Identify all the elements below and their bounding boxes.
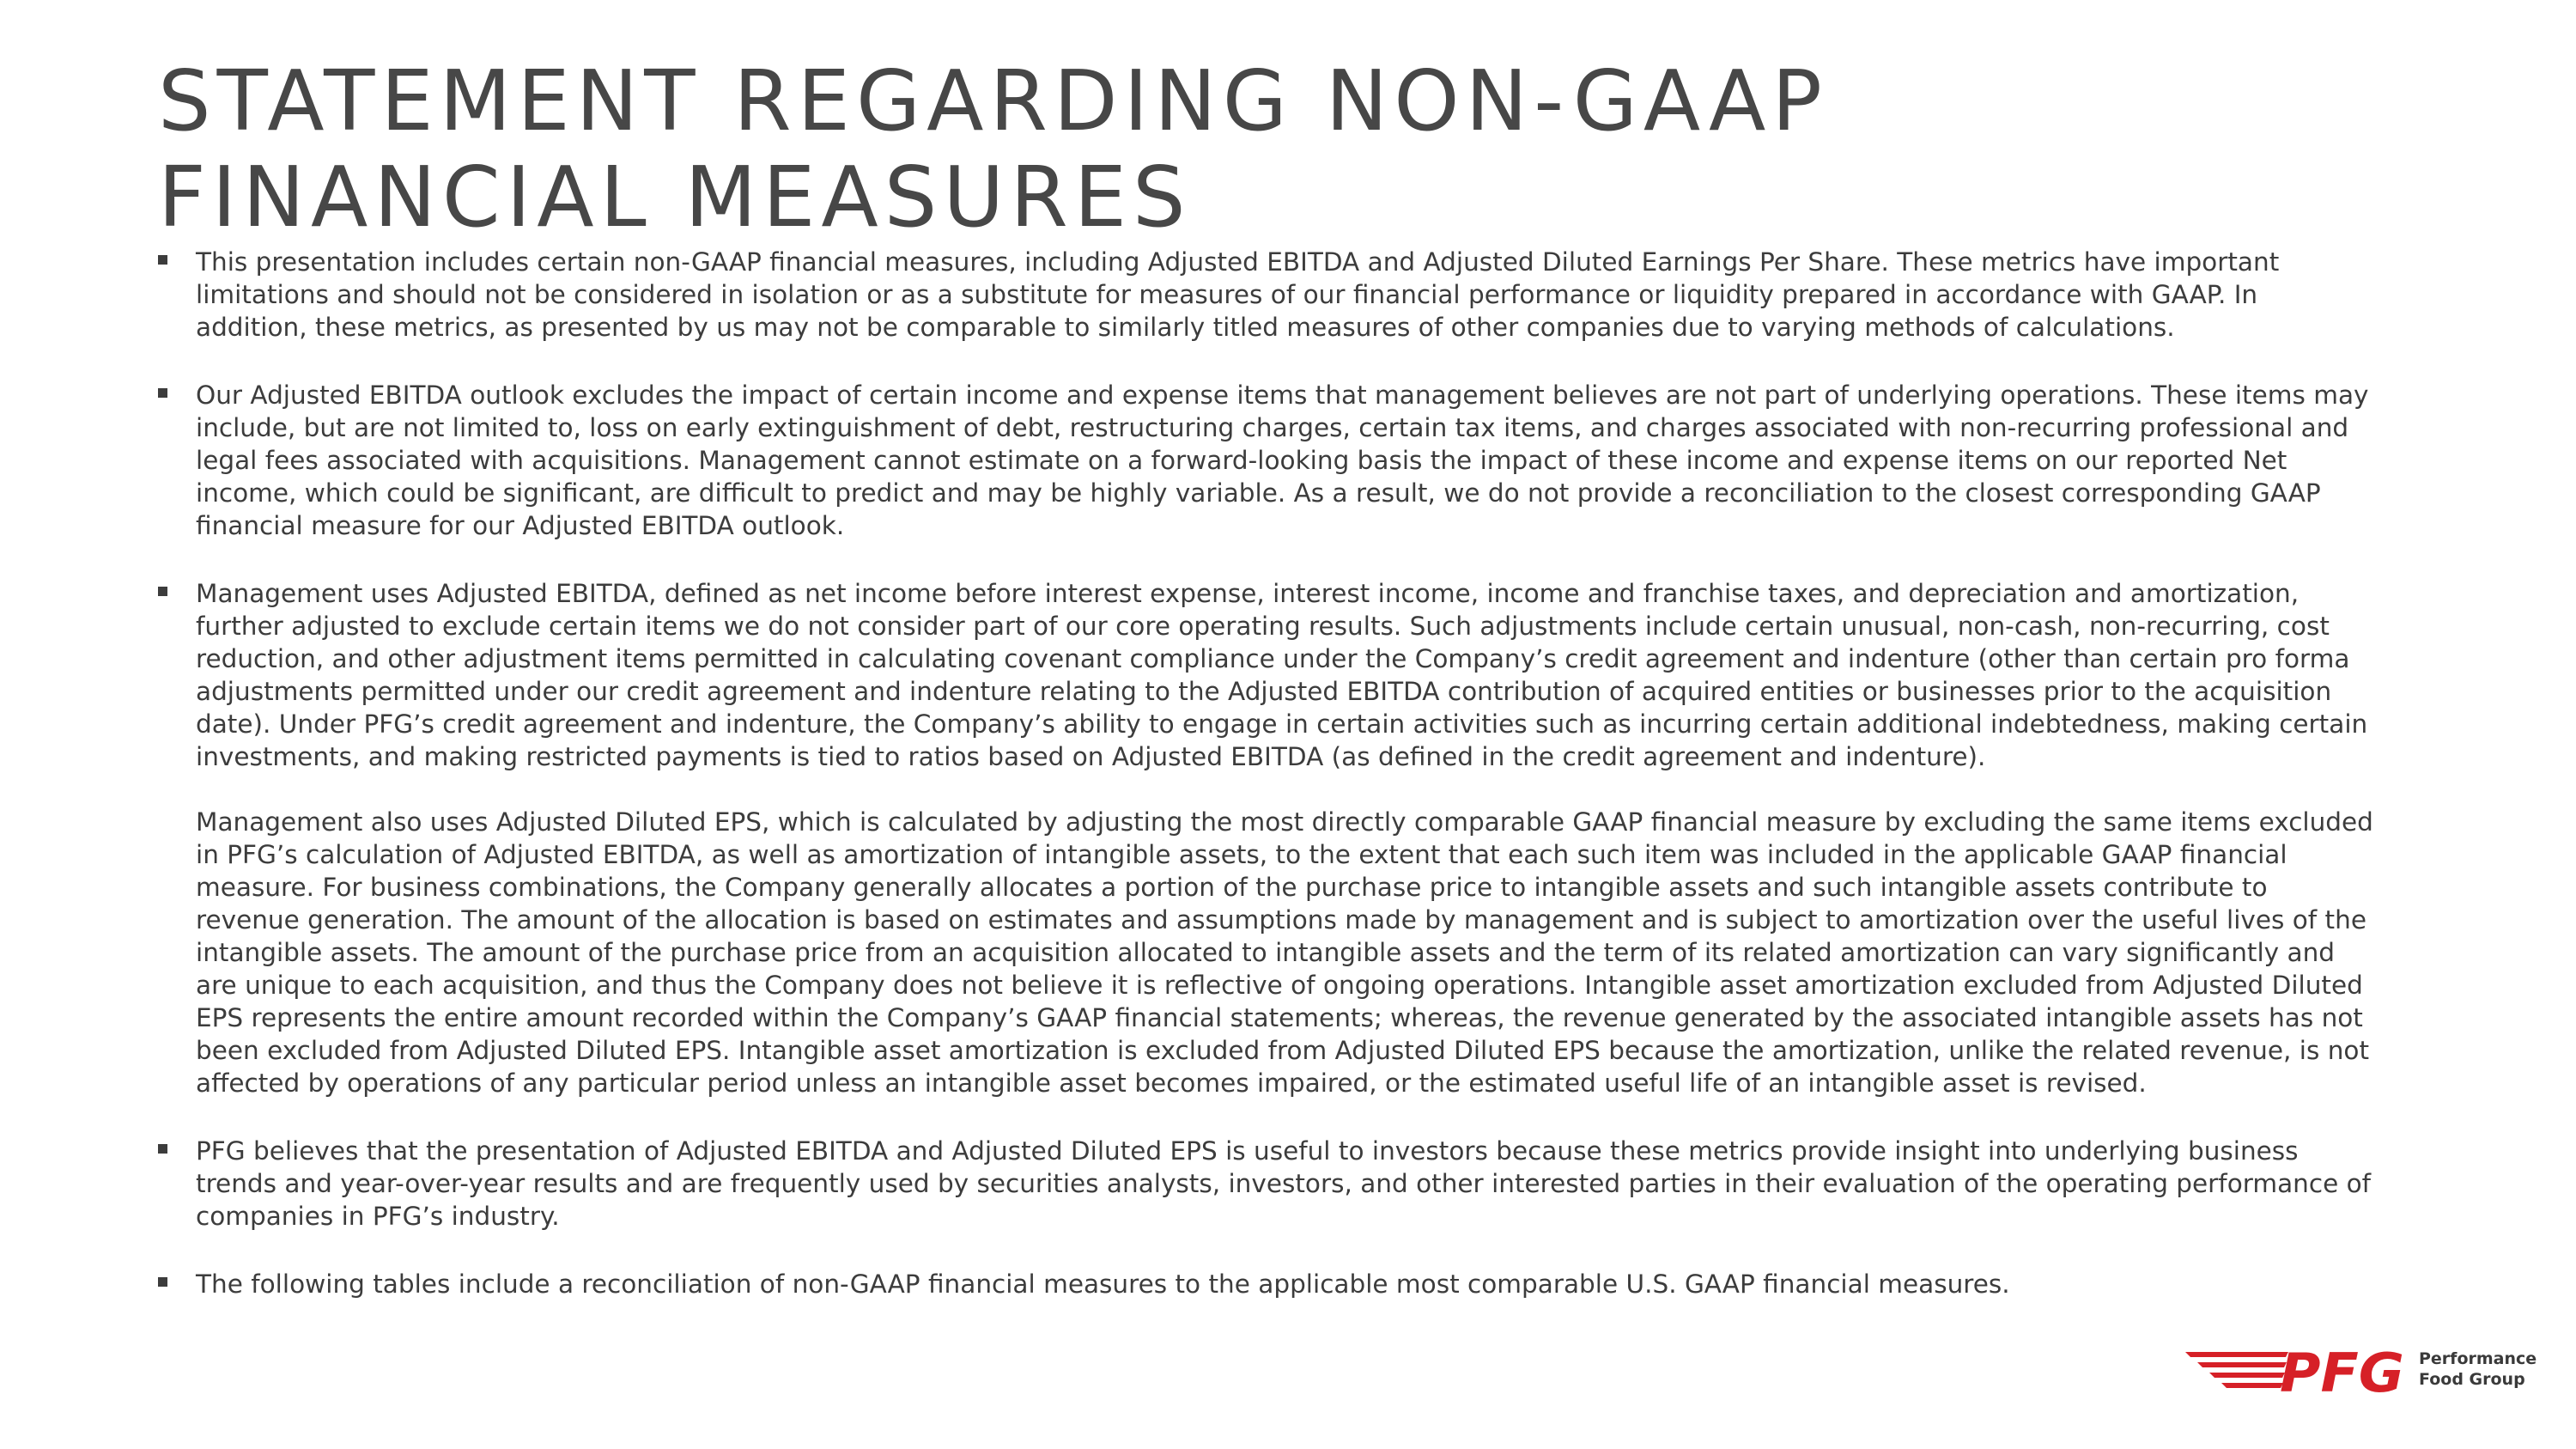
pfg-logo-mark <box>2185 1340 2409 1400</box>
speed-lines <box>2185 1352 2288 1388</box>
bullet-marker <box>158 388 167 398</box>
company-logo <box>2185 1340 2546 1400</box>
logo-wordmark-line-1: Performance <box>2419 1349 2537 1368</box>
bullet-marker <box>158 1144 167 1154</box>
bullet-paragraph: The following tables include a reconciliation of non-GAAP financial measures to the applicable most comparable U.S. GAAP financial measures. <box>196 1269 2010 1299</box>
bullet-item-non-gaap-intro <box>158 246 2373 344</box>
title-line-1: STATEMENT REGARDING NON-GAAP <box>158 52 1828 149</box>
pfg-logo-letters: PFG <box>2280 1342 2404 1400</box>
page-title <box>158 53 2219 246</box>
bullet-paragraph: Our Adjusted EBITDA outlook excludes the impact of certain income and expense items that management believes are not part of underlying operations. These items may include, but are not limited to, loss on early extinguishment of debt, restructuring charges, certain tax items, and charges associated with non-recurring professional and legal fees associated with acquisitions. Management cannot estimate on a forward-looking basis the impact of these income and expense items on our reported Net income, which could be significant, are difficult to predict and may be highly variable. As a result, we do not provide a reconciliation to the closest corresponding GAAP financial measure for our Adjusted EBITDA outlook. <box>196 381 2369 540</box>
bullet-marker <box>158 587 167 596</box>
bullet-list <box>158 246 2373 1336</box>
bullet-item-reconciliation <box>158 1268 2373 1300</box>
bullet-item-investor-usefulness <box>158 1135 2373 1233</box>
logo-wordmark-line-2: Food Group <box>2419 1370 2525 1389</box>
bullet-paragraph: This presentation includes certain non-GAAP financial measures, including Adjusted EBITDA and Adjusted Diluted Earnings Per Share. These metrics have important limitations and should not be considered in isolation or as a substitute for measures of our financial performance or liquidity prepared in accordance with GAAP. In addition, these metrics, as presented by us may not be comparable to similarly titled measures of other companies due to varying methods of calculations. <box>196 247 2280 342</box>
logo-wordmark <box>2419 1349 2537 1390</box>
title-line-2: FINANCIAL MEASURES <box>158 149 1192 246</box>
bullet-paragraph: Management also uses Adjusted Diluted EPS, which is calculated by adjusting the most directly comparable GAAP financial measure by excluding the same items excluded in PFG’s calculation of Adjusted EBITDA, as well as amortization of intangible assets, to the extent that each such item was included in the applicable GAAP financial measure. For business combinations, the Company generally allocates a portion of the purchase price to intangible assets and such intangible assets contribute to revenue generation. The amount of the allocation is based on estimates and assumptions made by management and is subject to amortization over the useful lives of the intangible assets. The amount of the purchase price from an acquisition allocated to intangible assets and the term of its related amortization can vary significantly and are unique to each acquisition, and thus the Company does not believe it is reflective of ongoing operations. Intangible asset amortization excluded from Adjusted Diluted EPS represents the entire amount recorded within the Company’s GAAP financial statements; whereas, the revenue generated by the associated intangible assets has not been excluded from Adjusted Diluted EPS. Intangible asset amortization is excluded from Adjusted Diluted EPS because the amortization, unlike the related revenue, is not affected by operations of any particular period unless an intangible asset becomes impaired, or the estimated useful life of an intangible asset is revised. <box>196 807 2373 1098</box>
bullet-paragraph: PFG believes that the presentation of Adjusted EBITDA and Adjusted Diluted EPS is useful to investors because these metrics provide insight into underlying business trends and year-over-year results and are frequently used by securities analysts, investors, and other interested parties in their evaluation of the operating performance of companies in PFG’s industry. <box>196 1136 2372 1231</box>
bullet-item-management-uses <box>158 577 2373 1099</box>
bullet-marker <box>158 1277 167 1287</box>
bullet-marker <box>158 255 167 265</box>
bullet-paragraph: Management uses Adjusted EBITDA, defined as net income before interest expense, interest income, income and franchise taxes, and depreciation and amortization, further adjusted to exclude certain items we do not consider part of our core operating results. Such adjustments include certain unusual, non-cash, non-recurring, cost reduction, and other adjustment items permitted in calculating covenant compliance under the Company’s credit agreement and indenture (other than certain pro forma adjustments permitted under our credit agreement and indenture relating to the Adjusted EBITDA contribution of acquired entities or businesses prior to the acquisition date). Under PFG’s credit agreement and indenture, the Company’s ability to engage in certain activities such as incurring certain additional indebtedness, making certain investments, and making restricted payments is tied to ratios based on Adjusted EBITDA (as defined in the credit agreement and indenture). <box>196 579 2368 771</box>
bullet-item-ebitda-outlook <box>158 379 2373 542</box>
